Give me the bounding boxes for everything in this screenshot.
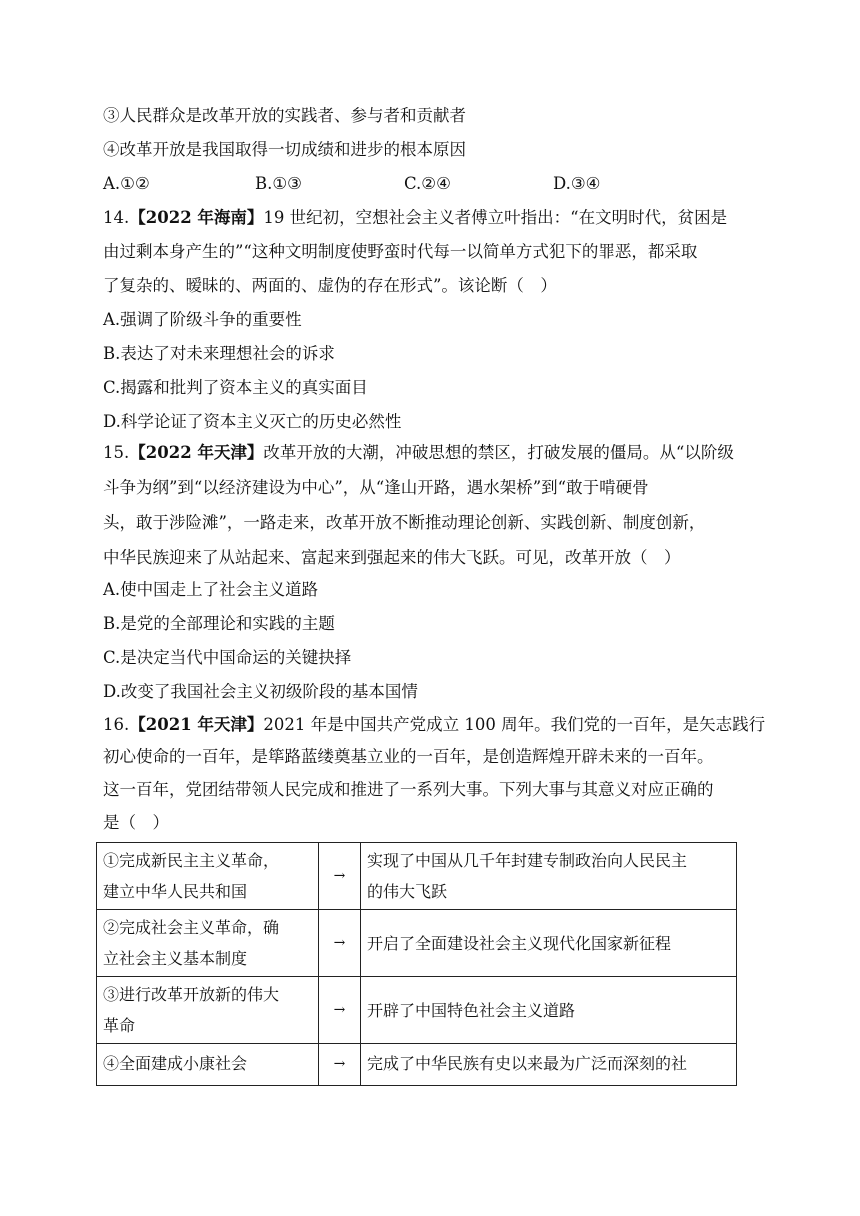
event-cell: ①完成新民主主义革命， 建立中华人民共和国: [97, 843, 319, 910]
arrow-icon: →: [319, 1044, 361, 1086]
meaning-cell: 完成了中华民族有史以来最为广泛而深刻的社: [361, 1044, 737, 1086]
q14-stem-line-3: 了复杂的、暧昧的、两面的、虚伪的存在形式”。该论断（ ）: [103, 276, 557, 295]
q16-stem-line-2: 初心使命的一百年，是筚路蓝缕奠基立业的一百年，是创造辉煌开辟未来的一百年。: [103, 747, 714, 766]
q14-option-d[interactable]: D.科学论证了资本主义灭亡的历史必然性: [103, 412, 402, 431]
arrow-icon: →: [319, 977, 361, 1044]
event-cell: ③进行改革开放新的伟大 革命: [97, 977, 319, 1044]
q13-options: [103, 172, 763, 196]
meaning-cell: 实现了中国从几千年封建专制政治向人民民主 的伟大飞跃: [361, 843, 737, 910]
arrow-icon: →: [319, 910, 361, 977]
q13-option-c[interactable]: C.②④: [404, 174, 451, 193]
event-cell: ②完成社会主义革命，确 立社会主义基本制度: [97, 910, 319, 977]
q13-option-d[interactable]: D.③④: [553, 174, 601, 193]
q14-source: 【2022 年海南】: [129, 208, 264, 227]
q13-option-a[interactable]: A.①②: [103, 174, 150, 193]
q15-source: 【2022 年天津】: [129, 443, 264, 462]
meaning-cell: 开辟了中国特色社会主义道路: [361, 977, 737, 1044]
table-row: [97, 843, 737, 910]
q13-option-b[interactable]: B.①③: [255, 174, 302, 193]
q14-number: 14.: [103, 208, 130, 227]
q13-item-4: ④改革开放是我国取得一切成绩和进步的根本原因: [103, 140, 466, 159]
q15-option-d[interactable]: D.改变了我国社会主义初级阶段的基本国情: [103, 682, 418, 701]
q15-option-c[interactable]: C.是决定当代中国命运的关键抉择: [103, 648, 352, 667]
q14-stem-line-2: 由过剩本身产生的”“这种文明制度使野蛮时代每一以简单方式犯下的罪恶，都采取: [103, 242, 698, 261]
q15-stem-line-4: 中华民族迎来了从站起来、富起来到强起来的伟大飞跃。可见，改革开放（ ）: [103, 548, 681, 567]
table-row: [97, 977, 737, 1044]
q16-stem-line-1: [103, 713, 765, 737]
q15-stem-line-2: 斗争为纲”到“以经济建设为中心”，从“逢山开路，遇水架桥”到“敢于啃硬骨: [103, 478, 649, 497]
meaning-cell: 开启了全面建设社会主义现代化国家新征程: [361, 910, 737, 977]
events-table: [96, 842, 737, 1086]
event-cell: ④全面建成小康社会: [97, 1044, 319, 1086]
q14-text-1: 19 世纪初，空想社会主义者傅立叶指出：“在文明时代，贫困是: [263, 208, 728, 227]
q14-option-a[interactable]: A.强调了阶级斗争的重要性: [103, 310, 302, 329]
q16-source: 【2021 年天津】: [129, 715, 264, 734]
q15-option-a[interactable]: A.使中国走上了社会主义道路: [103, 580, 319, 599]
q16-number: 16.: [103, 715, 130, 734]
q16-stem-line-3: 这一百年，党团结带领人民完成和推进了一系列大事。下列大事与其意义对应正确的: [103, 780, 714, 799]
q15-number: 15.: [103, 443, 130, 462]
q14-stem-line-1: [103, 206, 727, 230]
q13-item-3: ③人民群众是改革开放的实践者、参与者和贡献者: [103, 106, 466, 125]
q14-option-b[interactable]: B.表达了对未来理想社会的诉求: [103, 344, 335, 363]
q14-option-c[interactable]: C.揭露和批判了资本主义的真实面目: [103, 378, 368, 397]
table-row: [97, 1044, 737, 1086]
q15-stem-line-3: 头，敢于涉险滩”，一路走来，改革开放不断推动理论创新、实践创新、制度创新，: [103, 513, 706, 532]
q16-stem-line-4: 是（ ）: [103, 813, 169, 832]
arrow-icon: →: [319, 843, 361, 910]
table-row: [97, 910, 737, 977]
q15-text-1: 改革开放的大潮，冲破思想的禁区，打破发展的僵局。从“以阶级: [263, 443, 734, 462]
q15-option-b[interactable]: B.是党的全部理论和实践的主题: [103, 614, 335, 633]
q16-text-1: 2021 年是中国共产党成立 100 周年。我们党的一百年，是矢志践行: [263, 715, 766, 734]
q15-stem-line-1: [103, 441, 734, 465]
